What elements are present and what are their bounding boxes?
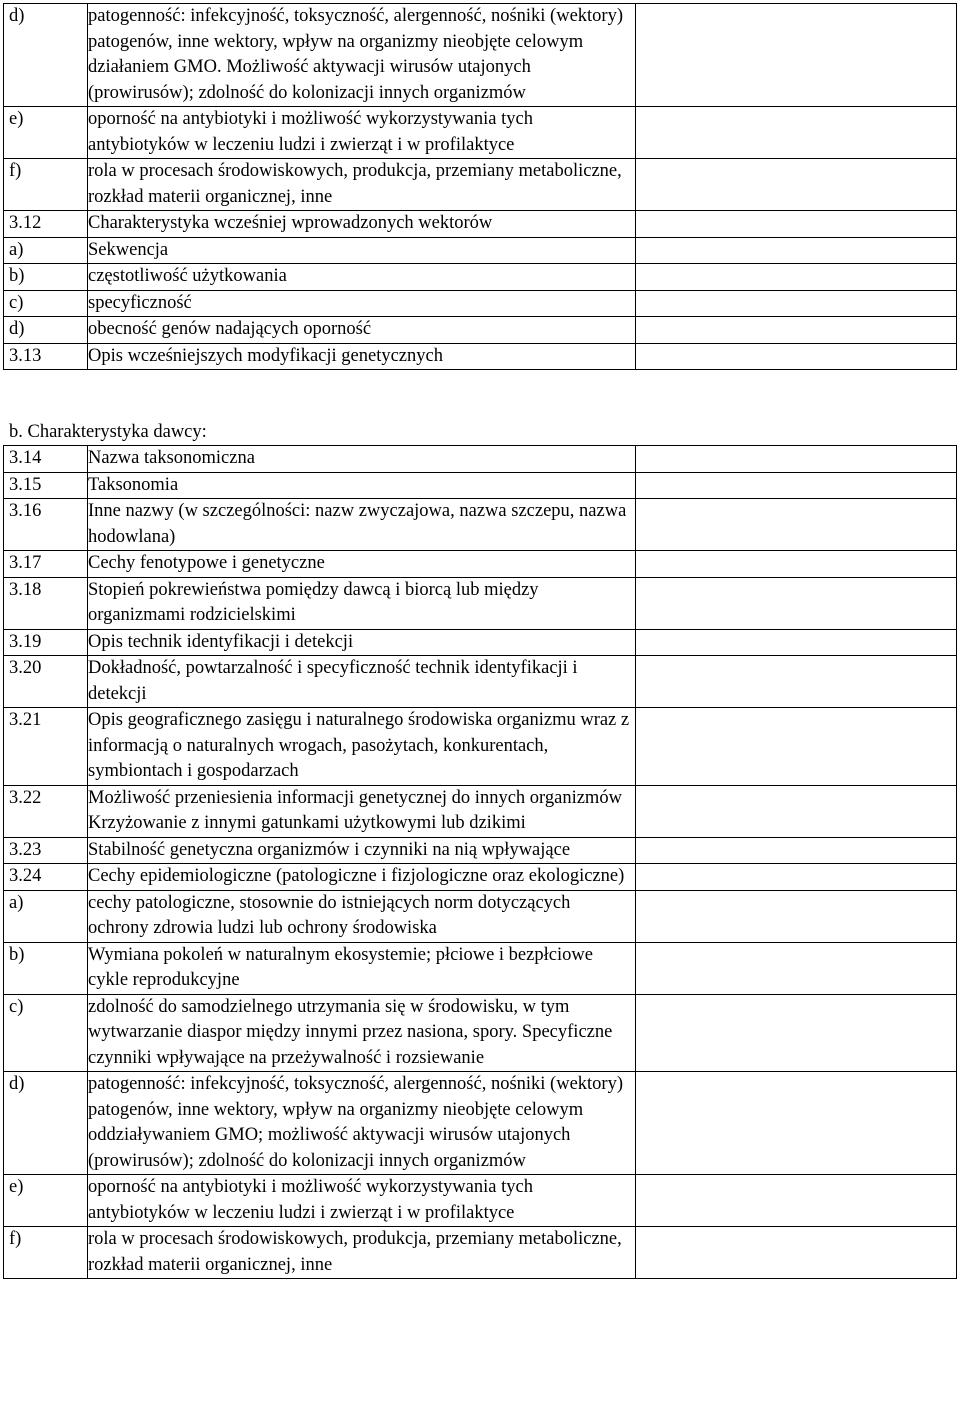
row-description: częstotliwość użytkowania bbox=[88, 264, 636, 291]
table-row bbox=[4, 1175, 957, 1227]
table-row bbox=[4, 472, 957, 499]
table-row bbox=[4, 629, 957, 656]
table-row bbox=[4, 551, 957, 578]
row-description: Cechy epidemiologiczne (patologiczne i fizjologiczne oraz ekologiczne) bbox=[88, 864, 636, 891]
row-description: cechy patologiczne, stosownie do istniejących norm dotyczących ochrony zdrowia ludzi lub ochrony środowiska bbox=[88, 890, 636, 942]
donor-characteristics-table bbox=[3, 445, 957, 1279]
answer-cell bbox=[636, 1175, 957, 1227]
answer-cell bbox=[636, 159, 957, 211]
row-number: d) bbox=[4, 317, 88, 344]
answer-cell bbox=[636, 656, 957, 708]
row-description: rola w procesach środowiskowych, produkcja, przemiany metaboliczne, rozkład materii organicznej, inne bbox=[88, 1227, 636, 1279]
row-description: Możliwość przeniesienia informacji genetycznej do innych organizmów Krzyżowanie z innymi gatunkami użytkowymi lub dzikimi bbox=[88, 785, 636, 837]
row-description: Charakterystyka wcześniej wprowadzonych wektorów bbox=[88, 211, 636, 238]
row-description: Nazwa taksonomiczna bbox=[88, 446, 636, 473]
answer-cell bbox=[636, 994, 957, 1072]
answer-cell bbox=[636, 317, 957, 344]
row-number: 3.13 bbox=[4, 343, 88, 370]
answer-cell bbox=[636, 290, 957, 317]
table-row bbox=[4, 656, 957, 708]
row-description: Dokładność, powtarzalność i specyficzność technik identyfikacji i detekcji bbox=[88, 656, 636, 708]
answer-cell bbox=[636, 551, 957, 578]
row-number: 3.21 bbox=[4, 708, 88, 786]
table-row bbox=[4, 942, 957, 994]
row-number: d) bbox=[4, 4, 88, 107]
row-number: 3.23 bbox=[4, 837, 88, 864]
row-number: 3.17 bbox=[4, 551, 88, 578]
answer-cell bbox=[636, 211, 957, 238]
answer-cell bbox=[636, 107, 957, 159]
table-row bbox=[4, 837, 957, 864]
answer-cell bbox=[636, 785, 957, 837]
row-description: Stopień pokrewieństwa pomiędzy dawcą i biorcą lub między organizmami rodzicielskimi bbox=[88, 577, 636, 629]
row-number: e) bbox=[4, 107, 88, 159]
table-row bbox=[4, 446, 957, 473]
row-description: Sekwencja bbox=[88, 237, 636, 264]
table-row bbox=[4, 343, 957, 370]
row-description: oporność na antybiotyki i możliwość wykorzystywania tych antybiotyków w leczeniu ludzi i zwierząt i w profilaktyce bbox=[88, 1175, 636, 1227]
row-description: zdolność do samodzielnego utrzymania się w środowisku, w tym wytwarzanie diaspor między innymi przez nasiona, spory. Specyficzne czynniki wpływające na przeżywalność i rozsiewanie bbox=[88, 994, 636, 1072]
answer-cell bbox=[636, 264, 957, 291]
row-description: Cechy fenotypowe i genetyczne bbox=[88, 551, 636, 578]
answer-cell bbox=[636, 577, 957, 629]
row-description: Taksonomia bbox=[88, 472, 636, 499]
row-number: 3.22 bbox=[4, 785, 88, 837]
table-row bbox=[4, 1227, 957, 1279]
answer-cell bbox=[636, 472, 957, 499]
row-description: Opis geograficznego zasięgu i naturalnego środowiska organizmu wraz z informacją o naturalnych wrogach, pasożytach, konkurentach, symbiontach i gospodarzach bbox=[88, 708, 636, 786]
row-number: 3.20 bbox=[4, 656, 88, 708]
answer-cell bbox=[636, 890, 957, 942]
row-description: patogenność: infekcyjność, toksyczność, alergenność, nośniki (wektory) patogenów, inne wektory, wpływ na organizmy nieobjęte celowym działaniem GMO. Możliwość aktywacji wirusów utajonych (prowirusów); zdolność do kolonizacji innych organizmów bbox=[88, 4, 636, 107]
row-description: obecność genów nadających oporność bbox=[88, 317, 636, 344]
row-number: a) bbox=[4, 890, 88, 942]
row-number: 3.19 bbox=[4, 629, 88, 656]
row-description: Stabilność genetyczna organizmów i czynniki na nią wpływające bbox=[88, 837, 636, 864]
row-number: e) bbox=[4, 1175, 88, 1227]
row-description: patogenność: infekcyjność, toksyczność, alergenność, nośniki (wektory) patogenów, inne wektory, wpływ na organizmy nieobjęte celowym oddziaływaniem GMO; możliwość aktywacji wirusów utajonych (prowirusów); zdolność do kolonizacji innych organizmów bbox=[88, 1072, 636, 1175]
answer-cell bbox=[636, 1072, 957, 1175]
row-number: 3.16 bbox=[4, 499, 88, 551]
table-row bbox=[4, 237, 957, 264]
answer-cell bbox=[636, 708, 957, 786]
answer-cell bbox=[636, 837, 957, 864]
answer-cell bbox=[636, 446, 957, 473]
table-row bbox=[4, 290, 957, 317]
table-row bbox=[4, 785, 957, 837]
row-description: Wymiana pokoleń w naturalnym ekosystemie; płciowe i bezpłciowe cykle reprodukcyjne bbox=[88, 942, 636, 994]
row-number: 3.12 bbox=[4, 211, 88, 238]
row-description: oporność na antybiotyki i możliwość wykorzystywania tych antybiotyków w leczeniu ludzi i zwierząt i w profilaktyce bbox=[88, 107, 636, 159]
row-description: Opis technik identyfikacji i detekcji bbox=[88, 629, 636, 656]
row-description: Opis wcześniejszych modyfikacji genetycznych bbox=[88, 343, 636, 370]
characteristics-table-top bbox=[3, 3, 957, 370]
table-row bbox=[4, 159, 957, 211]
row-number: f) bbox=[4, 1227, 88, 1279]
table-row bbox=[4, 317, 957, 344]
row-number: f) bbox=[4, 159, 88, 211]
table-row bbox=[4, 499, 957, 551]
table-row bbox=[4, 264, 957, 291]
answer-cell bbox=[636, 1227, 957, 1279]
row-number: 3.14 bbox=[4, 446, 88, 473]
table-row bbox=[4, 708, 957, 786]
answer-cell bbox=[636, 864, 957, 891]
row-number: b) bbox=[4, 264, 88, 291]
answer-cell bbox=[636, 942, 957, 994]
row-number: 3.15 bbox=[4, 472, 88, 499]
row-number: 3.18 bbox=[4, 577, 88, 629]
row-description: rola w procesach środowiskowych, produkcja, przemiany metaboliczne, rozkład materii organicznej, inne bbox=[88, 159, 636, 211]
row-description: Inne nazwy (w szczególności: nazw zwyczajowa, nazwa szczepu, nazwa hodowlana) bbox=[88, 499, 636, 551]
row-number: 3.24 bbox=[4, 864, 88, 891]
answer-cell bbox=[636, 629, 957, 656]
row-number: b) bbox=[4, 942, 88, 994]
table-row bbox=[4, 577, 957, 629]
answer-cell bbox=[636, 499, 957, 551]
table-row bbox=[4, 1072, 957, 1175]
table-row bbox=[4, 211, 957, 238]
table-row bbox=[4, 890, 957, 942]
row-number: c) bbox=[4, 994, 88, 1072]
row-number: c) bbox=[4, 290, 88, 317]
table-row bbox=[4, 864, 957, 891]
row-description: specyficzność bbox=[88, 290, 636, 317]
row-number: d) bbox=[4, 1072, 88, 1175]
donor-section-caption: b. Charakterystyka dawcy: bbox=[9, 422, 207, 442]
answer-cell bbox=[636, 343, 957, 370]
answer-cell bbox=[636, 4, 957, 107]
answer-cell bbox=[636, 237, 957, 264]
table-row bbox=[4, 994, 957, 1072]
table-row bbox=[4, 4, 957, 107]
table-row bbox=[4, 107, 957, 159]
row-number: a) bbox=[4, 237, 88, 264]
